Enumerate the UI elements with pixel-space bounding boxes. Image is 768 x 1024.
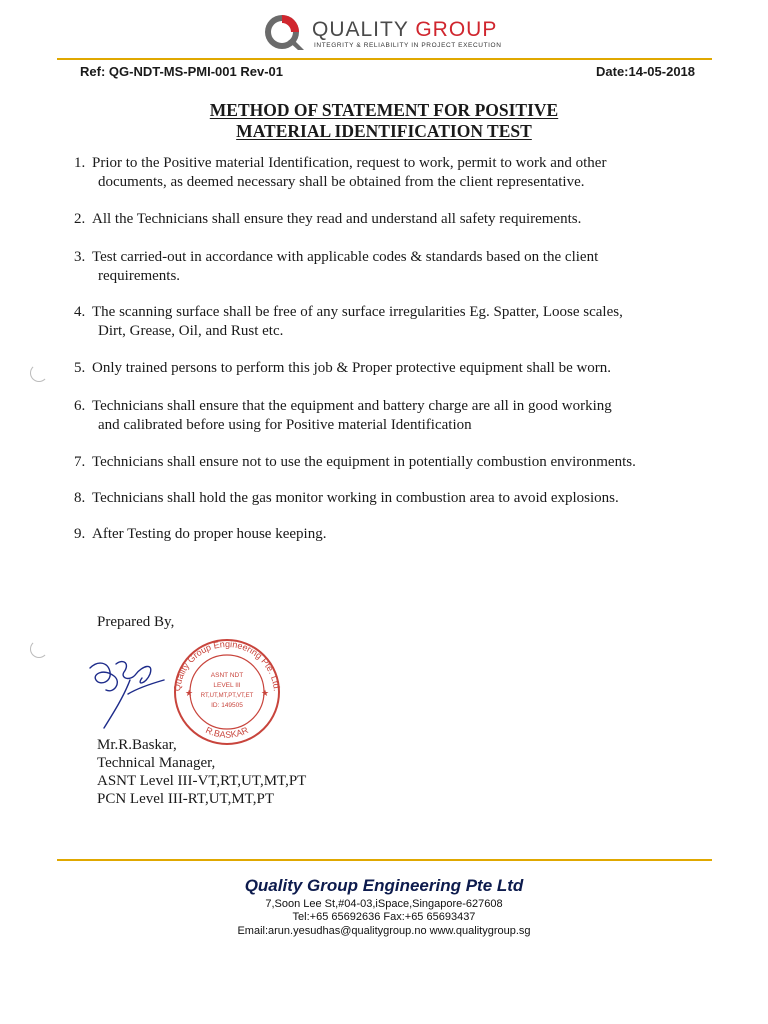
signatory-asnt: ASNT Level III-VT,RT,UT,MT,PT [97,773,307,789]
document-title [0,100,768,142]
company-logo [262,10,534,54]
logo-tagline: INTEGRITY & RELIABILITY IN PROJECT EXECUTION [314,42,502,49]
company-stamp-icon [158,636,296,746]
list-item: 2. All the Technicians shall ensure they read and understand all safety requirements. [74,211,582,227]
stamp-line-2: LEVEL III [213,682,241,689]
list-item: 5. Only trained persons to perform this job & Proper protective equipment shall be worn. [74,360,612,376]
logo-mark-icon [262,12,306,52]
list-item: 9. After Testing do proper house keeping. [74,526,327,542]
svg-text:★: ★ [185,688,194,698]
logo-wordmark: QUALITY GROUP [312,18,498,41]
footer-company-name: Quality Group Engineering Pte Ltd [244,876,524,895]
footer-phone: Tel:+65 65692636 Fax:+65 65693437 [292,911,476,923]
stamp-bottom-text: R.BASKAR [204,724,250,740]
stamp-outer-text: Quality Group Engineering Pte. Ltd. [171,638,282,692]
title-line-1: METHOD OF STATEMENT FOR POSITIVE [209,100,559,120]
svg-text:★: ★ [261,688,270,698]
stamp-line-3: RT,UT,MT,PT,VT,ET [200,693,254,699]
footer-divider [57,859,712,861]
list-item: 1. Prior to the Positive material Identification, request to work, permit to work and other documents, as deemed necessary shall be obtained from the client representative. [74,155,607,190]
list-item: 6. Technicians shall ensure that the equipment and battery charge are all in good working and calibrated before using for Positive material Identification [74,398,612,433]
title-line-2: MATERIAL IDENTIFICATION TEST [236,121,532,141]
signatory-block [97,736,306,808]
list-item: 8. Technicians shall hold the gas monitor working in combustion area to avoid explosions. [74,490,619,506]
signatory-role: Technical Manager, [97,755,216,771]
footer-contact: Email:arun.yesudhas@qualitygroup.no www.qualitygroup.sg [237,925,531,937]
list-item: 3. Test carried-out in accordance with applicable codes & standards based on the client requirements. [74,249,599,284]
prepared-by-label: Prepared By, [97,614,175,630]
list-item: 4. The scanning surface shall be free of any surface irregularities Eg. Spatter, Loose scales, Dirt, Grease, Oil, and Rust etc. [74,304,623,339]
document-date: Date:14-05-2018 [596,64,696,79]
stamp-line-1: ASNT NDT [210,672,244,679]
signatory-pcn: PCN Level III-RT,UT,MT,PT [97,791,274,807]
stamp-line-4: ID: 149505 [211,702,243,709]
punch-hole-mark [30,364,48,382]
punch-hole-mark [30,640,48,658]
list-item: 7. Technicians shall ensure not to use the equipment in potentially combustion environments. [74,454,636,470]
header-divider [57,58,712,60]
signatory-name: Mr.R.Baskar, [97,737,177,753]
document-reference: Ref: QG-NDT-MS-PMI-001 Rev-01 [80,64,283,79]
footer-address: 7,Soon Lee St,#04-03,iSpace,Singapore-627608 [265,898,503,910]
